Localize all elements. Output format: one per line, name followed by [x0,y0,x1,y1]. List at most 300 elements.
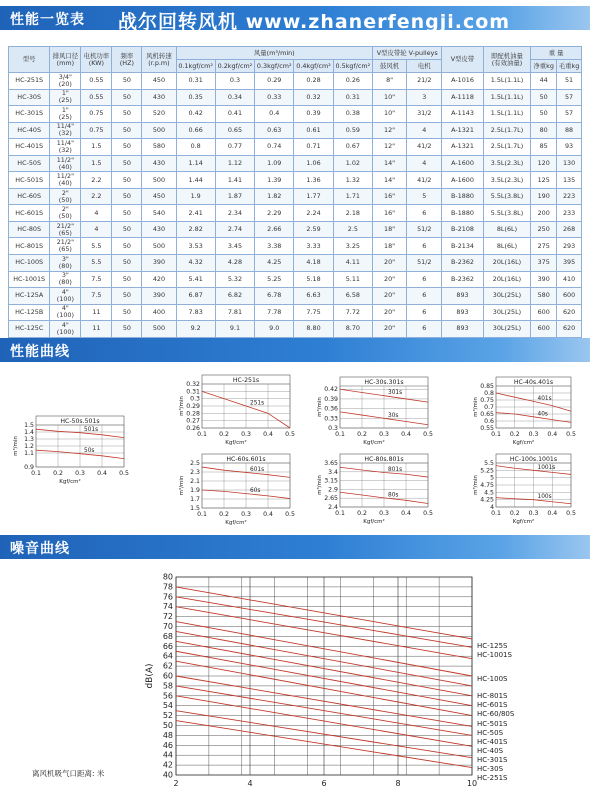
y-tick-label: 0.6 [484,418,494,425]
y-tick-label: 5 [490,474,494,482]
y-tick-label: 1.1 [24,450,34,457]
table-cell: 0.75 [81,106,112,123]
table-cell: 0.8 [176,139,215,156]
table-cell: 16" [373,188,407,205]
x-tick-label: 0.2 [509,510,520,517]
table-cell: 125 [531,172,557,189]
x-tick-label: 0.4 [547,431,558,438]
x-tick-label: 10 [466,779,478,788]
y-tick-label: 0.39 [324,395,338,403]
table-cell: 893 [442,288,483,305]
table-cell: 1.02 [333,155,372,172]
table-cell: 0.65 [215,122,254,139]
table-cell: HC-80S [9,221,50,238]
table-cell: 0.74 [255,139,294,156]
table-cell: 500 [142,321,176,338]
table-cell: 50 [112,139,142,156]
table-cell: HC-125B [9,304,50,321]
series-label: 301s [388,390,403,397]
y-tick-label: 3.65 [324,460,338,467]
x-axis-label: Kgf/cm² [512,440,535,446]
table-cell: 0.38 [333,106,372,123]
x-tick-label: 0.4 [263,431,273,438]
table-cell: 4 [81,205,112,222]
x-tick-label: 0.2 [219,511,229,518]
table-cell: 9.2 [176,321,215,338]
y-tick-label: 2.9 [328,486,338,494]
header-power: 电机功率 (KW) [81,47,112,73]
x-axis-label: Kgf/cm² [59,479,81,485]
series-label: 251s [250,400,265,407]
noise-series-label: HC-1001S [477,651,512,659]
table-cell: B-1880 [442,205,483,222]
x-tick-label: 0.1 [197,431,207,438]
table-cell: A-1143 [442,106,483,123]
x-tick-label: 4 [247,779,253,788]
table-cell: 2.59 [294,221,333,238]
table-cell: 7.83 [176,304,215,321]
x-tick-label: 0.2 [509,431,520,438]
table-cell: 3.5L(2.3L) [483,172,531,189]
table-cell: 7.78 [255,304,294,321]
x-axis-label: Kgf/cm² [512,519,535,525]
table-cell: 41/2 [407,172,442,189]
table-cell: 120 [531,155,557,172]
table-cell: 395 [557,255,582,272]
table-cell: 420 [142,271,176,288]
table-cell: 1.39 [255,172,294,189]
table-cell: 2.2 [81,172,112,189]
table-cell: 520 [142,106,176,123]
table-cell: 0.3 [215,73,254,90]
table-cell: 3.53 [176,238,215,255]
table-cell: 5.5 [81,238,112,255]
table-cell: 0.35 [176,89,215,106]
table-cell: 7.72 [333,304,372,321]
x-tick-label: 0.5 [423,431,433,438]
x-tick-label: 0.5 [423,510,433,517]
noise-curves-title: 噪音曲线 [10,541,70,557]
table-cell: 0.67 [333,139,372,156]
x-tick-label: 0.2 [357,431,367,438]
y-tick-label: 1.5 [24,422,34,429]
series-label: 1001s [537,464,556,471]
y-tick-label: 2.3 [190,469,200,476]
y-tick-label: 70 [162,622,173,631]
y-tick-label: 0.28 [186,410,200,418]
series-label: 100s [537,494,552,501]
series-label: 40s [537,411,548,418]
table-cell: 130 [557,155,582,172]
table-cell: 500 [142,122,176,139]
table-cell: A-1600 [442,155,483,172]
brand-title: 战尔回转风机 www.zhanerfengji.com [118,11,511,33]
table-cell: 2.34 [215,205,254,222]
table-cell: A-1600 [442,172,483,189]
y-tick-label: 1.3 [24,436,34,443]
table-cell: 190 [531,188,557,205]
table-cell: 88 [557,122,582,139]
y-tick-label: 76 [162,592,173,602]
table-cell: 51/2 [407,221,442,238]
table-cell: 44 [531,73,557,90]
x-tick-label: 6 [321,779,327,788]
header-motor: 电机 [407,60,442,73]
y-tick-label: 0.75 [480,397,494,404]
table-cell: 6.78 [255,288,294,305]
table-cell: A-1321 [442,139,483,156]
table-cell: 1.71 [333,188,372,205]
table-cell: 0.42 [176,106,215,123]
chart-title: HC-251s [232,377,260,384]
y-tick-label: 46 [162,740,173,750]
table-cell: 6 [407,321,442,338]
table-cell: 50 [112,73,142,90]
table-cell: 5 [407,188,442,205]
table-cell: 1.14 [176,155,215,172]
header-p2: 0.2kgf/cm² [215,60,254,73]
header-weight: 重 量 [531,47,582,60]
table-cell: 5.32 [215,271,254,288]
table-cell: 93 [557,139,582,156]
y-axis-label: m³/min [473,475,479,495]
table-cell: 9.1 [215,321,254,338]
y-tick-label: 1.4 [24,429,34,436]
series-label: 501s [84,427,99,434]
table-cell: 1.87 [215,188,254,205]
table-cell: 0.33 [255,89,294,106]
x-tick-label: 0.3 [528,510,539,517]
header-p1: 0.1kgf/cm² [176,60,215,73]
table-cell: 6 [407,271,442,288]
y-tick-label: 0.33 [324,415,338,423]
header-p4: 0.4kgf/cm² [294,60,333,73]
x-tick-label: 0.4 [547,510,558,517]
y-tick-label: 0.9 [24,464,34,471]
table-cell: 1.5 [81,155,112,172]
x-tick-label: 0.5 [566,431,576,438]
header-speed: 风机转速 (r.p.m) [142,47,176,73]
performance-table-title: 性能一览表 [10,12,85,28]
table-cell: 620 [557,304,582,321]
noise-series-label: HC-50S [477,729,504,737]
x-axis-label: Kgf/cm² [363,440,385,446]
table-cell: 11/4" (32) [50,139,81,156]
header-net: 净重kg [531,60,557,73]
table-cell: 268 [557,221,582,238]
chart-title: HC-30s.301s [364,379,404,386]
table-cell: 200 [531,205,557,222]
y-tick-label: 2.65 [324,495,338,503]
table-cell: 0.55 [81,89,112,106]
y-tick-label: 5.25 [480,467,494,475]
table-cell: 430 [142,221,176,238]
table-cell: 4.18 [294,255,333,272]
x-tick-label: 0.4 [263,511,273,518]
table-cell: 7.5 [81,288,112,305]
table-cell: 233 [557,205,582,222]
y-tick-label: 56 [162,691,173,701]
table-cell: 20" [373,304,407,321]
table-cell: A-1118 [442,89,483,106]
table-cell: HC-801S [9,238,50,255]
x-tick-label: 0.3 [379,510,389,517]
header-gross: 毛重kg [557,60,582,73]
table-cell: 3.38 [255,238,294,255]
noise-series-label: HC-251S [477,774,508,782]
x-axis-label: Kgf/cm² [225,520,247,526]
table-cell: 20" [373,255,407,272]
table-cell: 11/4" (32) [50,122,81,139]
table-cell: HC-1001S [9,271,50,288]
table-cell: 50 [112,155,142,172]
table-cell: 41/2 [407,139,442,156]
table-cell: 2" (50) [50,205,81,222]
x-tick-label: 0.5 [285,431,295,438]
table-cell: 4 [407,122,442,139]
table-cell: 8.80 [294,321,333,338]
table-cell: 11/2" (40) [50,155,81,172]
table-cell: 2.29 [255,205,294,222]
table-cell: 31/2 [407,106,442,123]
table-cell: 6.58 [333,288,372,305]
table-cell: 0.31 [176,73,215,90]
table-cell: 6.82 [215,288,254,305]
y-axis-label: m³/min [179,396,185,416]
table-cell: 50 [112,255,142,272]
table-cell: 80 [531,122,557,139]
table-cell: 500 [142,172,176,189]
table-cell: 10" [373,106,407,123]
table-cell: B-2362 [442,271,483,288]
y-axis-label: dB(A) [145,663,155,689]
y-tick-label: 80 [162,572,173,582]
table-cell: 11 [81,321,112,338]
table-cell: 0.28 [294,73,333,90]
table-cell: 0.55 [81,73,112,90]
y-tick-label: 4.25 [480,496,494,504]
table-cell: 50 [112,122,142,139]
y-axis-label: m³/min [179,475,185,496]
y-tick-label: 44 [162,750,173,760]
table-cell: B-2362 [442,255,483,272]
header-freq: 频率 (HZ) [112,47,142,73]
header-vbelt: V型皮带 [442,47,483,73]
table-cell: 85 [531,139,557,156]
table-cell: 1.5L(1.1L) [483,89,531,106]
y-tick-label: 1.9 [190,487,200,494]
table-cell: 50 [112,106,142,123]
series-label: 401s [537,395,552,402]
table-cell: 223 [557,188,582,205]
table-cell: 50 [531,106,557,123]
table-cell: 500 [142,238,176,255]
x-axis-label: 离风机吸气口距离: 米 [32,769,105,778]
y-tick-label: 0.26 [186,425,200,432]
table-cell: 50 [112,89,142,106]
table-cell: 540 [142,205,176,222]
table-cell: 50 [112,221,142,238]
table-cell: 1.12 [215,155,254,172]
x-tick-label: 0.3 [379,431,389,438]
table-cell: 20" [373,321,407,338]
table-cell: 18" [373,238,407,255]
x-tick-label: 2 [173,779,179,788]
table-cell: 6 [407,238,442,255]
table-cell: 293 [557,238,582,255]
table-cell: HC-125C [9,321,50,338]
y-tick-label: 0.3 [190,395,200,403]
table-cell: 5.41 [176,271,215,288]
table-cell: 6 [407,304,442,321]
y-tick-label: 40 [162,770,173,780]
table-cell: 6.87 [176,288,215,305]
y-tick-label: 72 [162,612,173,622]
table-cell: 0.29 [255,73,294,90]
table-cell: 450 [142,188,176,205]
table-cell: 7.5 [81,271,112,288]
table-cell: 0.4 [255,106,294,123]
y-tick-label: 50 [162,721,173,730]
table-cell: 410 [557,271,582,288]
table-cell: HC-401S [9,139,50,156]
table-cell: 0.31 [333,89,372,106]
table-cell: 11/2" (40) [50,172,81,189]
table-cell: 0.71 [294,139,333,156]
table-cell: 20L(16L) [483,271,531,288]
table-cell: 12" [373,139,407,156]
table-cell: 4 [407,155,442,172]
y-tick-label: 1.5 [190,505,200,512]
table-cell: 620 [557,321,582,338]
table-cell: 5.5 [81,255,112,272]
table-cell: 3.5L(2.3L) [483,155,531,172]
table-cell: 20L(16L) [483,255,531,272]
table-cell: 30L(25L) [483,321,531,338]
y-tick-label: 3.15 [324,477,338,485]
table-cell: 30L(25L) [483,304,531,321]
table-cell: 1.5 [81,139,112,156]
y-tick-label: 0.42 [324,386,338,394]
table-cell: HC-601S [9,205,50,222]
table-cell: 5.5L(3.8L) [483,188,531,205]
table-cell: 2.2 [81,188,112,205]
series-label: 50s [84,448,95,455]
table-cell: 3.45 [215,238,254,255]
table-cell: 600 [531,304,557,321]
table-cell: 51 [557,73,582,90]
table-cell: 57 [557,89,582,106]
x-tick-label: 0.1 [335,510,345,517]
y-tick-label: 0.8 [484,390,494,397]
y-tick-label: 64 [162,651,173,661]
table-cell: 5.18 [294,271,333,288]
x-axis-label: Kgf/cm² [225,440,247,446]
table-cell: 1.5L(1.1L) [483,106,531,123]
table-cell: 0.61 [294,122,333,139]
table-cell: 1.32 [333,172,372,189]
x-tick-label: 0.1 [197,511,207,518]
y-tick-label: 68 [162,631,173,641]
table-cell: 2.74 [215,221,254,238]
table-cell: 8" [373,73,407,90]
noise-series-label: HC-301S [477,756,508,764]
chart-title: HC-40s.401s [513,379,554,386]
table-cell: 600 [531,321,557,338]
table-cell: 2.5L(1.7L) [483,139,531,156]
table-cell: 12" [373,122,407,139]
table-cell: HC-501S [9,172,50,189]
table-cell: 580 [531,288,557,305]
y-tick-label: 42 [162,760,173,770]
y-tick-label: 0.55 [480,425,494,432]
y-tick-label: 0.3 [328,425,338,432]
x-tick-label: 0.5 [566,510,576,517]
header-vbelt-wheel: V型皮带轮 V-pulleys [373,47,442,60]
table-cell: 10" [373,89,407,106]
table-cell: HC-251S [9,73,50,90]
table-cell: 580 [142,139,176,156]
table-cell: 3/4" (20) [50,73,81,90]
table-cell: 5.11 [333,271,372,288]
table-cell: 50 [112,304,142,321]
noise-series-label: HC-801S [477,692,508,700]
table-cell: 390 [142,288,176,305]
chart-title: HC-80s.801s [364,456,404,463]
noise-series-label: HC-40S [477,747,504,755]
table-cell: 4.11 [333,255,372,272]
table-cell: 600 [557,288,582,305]
table-cell: B-2108 [442,221,483,238]
y-tick-label: 0.65 [480,411,494,418]
table-cell: 21/2" (65) [50,221,81,238]
table-cell: 14" [373,172,407,189]
header-model: 型号 [9,47,50,73]
table-cell: 30L(25L) [483,288,531,305]
table-cell: B-2134 [442,238,483,255]
y-tick-label: 2.5 [190,460,200,467]
x-tick-label: 0.2 [219,431,229,438]
table-cell: 0.66 [176,122,215,139]
y-axis-label: m³/min [473,397,479,417]
table-cell: 0.41 [215,106,254,123]
y-tick-label: 52 [162,711,173,721]
table-cell: 893 [442,304,483,321]
table-cell: 2.66 [255,221,294,238]
table-cell: 50 [112,271,142,288]
table-cell: 375 [531,255,557,272]
table-cell: 0.34 [215,89,254,106]
table-cell: 2.82 [176,221,215,238]
table-cell: 1" (25) [50,89,81,106]
y-tick-label: 5.5 [484,460,494,467]
header-airflow: 风量(m³/min) [176,47,373,60]
table-cell: HC-40S [9,122,50,139]
x-tick-label: 0.1 [491,510,501,517]
x-tick-label: 8 [395,779,401,788]
y-axis-label: m³/min [13,436,19,456]
table-cell: HC-60S [9,188,50,205]
table-cell: 8.70 [333,321,372,338]
y-tick-label: 0.27 [186,417,200,425]
table-cell: 0.26 [333,73,372,90]
noise-series-label: HC-60/80S [477,710,515,718]
y-tick-label: 54 [162,701,173,711]
table-cell: 2.18 [333,205,372,222]
table-cell: 1" (25) [50,106,81,123]
table-cell: 20" [373,271,407,288]
table-cell: 450 [142,73,176,90]
